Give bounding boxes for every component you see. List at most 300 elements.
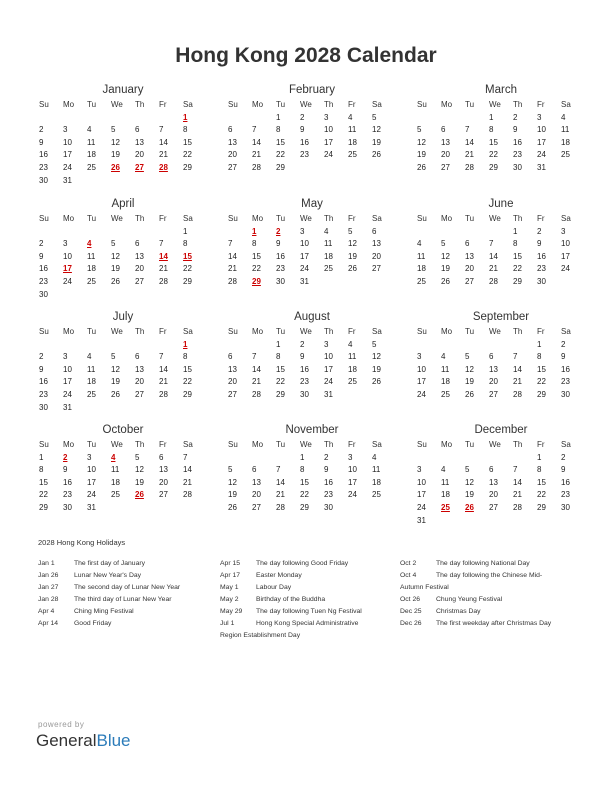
day-cell: 9 [276, 239, 281, 249]
holiday-entry [400, 558, 575, 570]
holiday-day: 1 [183, 112, 188, 122]
day-cell: 28 [489, 276, 498, 286]
empty-cell [251, 452, 275, 465]
weekday-header: Tu [87, 100, 97, 109]
holiday-name: The first day of January [74, 560, 146, 567]
empty-cell [86, 339, 110, 352]
day-cell: 16 [39, 264, 48, 274]
day-cell: 7 [252, 352, 257, 362]
day-cell: 12 [228, 477, 237, 487]
day-cell: 13 [372, 239, 381, 249]
day-cell: 3 [300, 226, 305, 236]
day-cell: 15 [183, 137, 192, 147]
holiday-date: May 2 [220, 596, 239, 603]
day-cell: 2 [39, 352, 44, 362]
day-cell: 2 [561, 339, 566, 349]
day-cell: 28 [513, 502, 522, 512]
holiday-date: Jan 1 [38, 560, 55, 567]
day-cell: 1 [276, 112, 281, 122]
empty-cell [275, 452, 299, 465]
holiday-day: 25 [441, 502, 450, 512]
holiday-entry [400, 606, 575, 618]
day-cell: 14 [252, 137, 261, 147]
day-cell: 5 [465, 465, 470, 475]
day-cell: 1 [537, 452, 542, 462]
month-name: February [288, 84, 336, 96]
day-cell: 19 [111, 264, 120, 274]
day-cell: 13 [228, 364, 237, 374]
day-cell: 27 [489, 389, 498, 399]
day-cell: 26 [417, 162, 426, 172]
day-cell: 25 [324, 264, 333, 274]
holiday-day: 17 [63, 264, 72, 274]
day-cell: 4 [561, 112, 566, 122]
weekday-header: Su [228, 214, 238, 223]
day-cell: 4 [348, 112, 353, 122]
day-cell: 24 [324, 150, 333, 160]
month-name: June [488, 198, 514, 210]
day-cell: 14 [183, 465, 192, 475]
holiday-day: 27 [135, 162, 144, 172]
day-cell: 20 [228, 150, 237, 160]
weekday-header: Sa [561, 327, 571, 336]
holiday-date: May 29 [220, 608, 243, 615]
day-cell: 22 [276, 150, 285, 160]
day-cell: 7 [159, 239, 164, 249]
weekday-header: We [489, 100, 501, 109]
holiday-entry [220, 630, 395, 642]
day-cell: 9 [39, 137, 44, 147]
month-october [38, 423, 208, 515]
day-cell: 24 [417, 502, 426, 512]
empty-cell [488, 226, 512, 239]
day-cell: 21 [252, 150, 261, 160]
holiday-date: Jan 27 [38, 584, 59, 591]
weekday-header: Fr [537, 327, 545, 336]
holiday-name: The day following Tuen Ng Festival [256, 608, 362, 615]
weekday-header: Su [417, 100, 427, 109]
day-cell: 15 [39, 477, 48, 487]
holiday-entry [400, 582, 575, 594]
day-cell: 21 [159, 150, 168, 160]
day-cell: 10 [63, 137, 72, 147]
holiday-date: Apr 15 [220, 560, 241, 567]
holiday-day: 2 [276, 226, 281, 236]
day-cell: 24 [324, 377, 333, 387]
day-cell: 22 [537, 490, 546, 500]
weekday-header: Fr [159, 440, 167, 449]
weekday-header: Tu [87, 327, 97, 336]
weekday-header: Su [39, 440, 49, 449]
day-cell: 11 [324, 239, 333, 249]
weekday-header: Mo [252, 440, 264, 449]
weekday-header: We [111, 100, 123, 109]
holiday-entry [38, 570, 213, 582]
day-cell: 2 [561, 452, 566, 462]
weekday-header: Th [324, 327, 334, 336]
weekday-header: Su [39, 100, 49, 109]
day-cell: 2 [39, 239, 44, 249]
day-cell: 16 [39, 150, 48, 160]
day-cell: 6 [135, 239, 140, 249]
holiday-entry [220, 558, 395, 570]
holiday-day: 2 [63, 452, 68, 462]
weekday-header: Su [39, 214, 49, 223]
day-cell: 25 [87, 162, 96, 172]
day-cell: 11 [87, 364, 96, 374]
day-cell: 8 [276, 125, 281, 135]
day-cell: 28 [183, 490, 192, 500]
day-cell: 7 [489, 239, 494, 249]
weekday-header: Su [417, 440, 427, 449]
empty-cell [488, 339, 512, 352]
day-cell: 19 [135, 477, 144, 487]
weekday-header: Tu [465, 327, 475, 336]
holiday-day: 4 [87, 239, 92, 249]
day-cell: 14 [465, 137, 474, 147]
weekday-header: Su [228, 100, 238, 109]
day-cell: 14 [513, 364, 522, 374]
weekday-header: Fr [537, 214, 545, 223]
holiday-day: 28 [159, 162, 168, 172]
holiday-name: Autumn Festival [400, 584, 449, 591]
day-cell: 22 [537, 377, 546, 387]
day-cell: 24 [63, 276, 72, 286]
holiday-name: The third day of Lunar New Year [74, 596, 172, 603]
day-cell: 29 [300, 502, 309, 512]
month-name: December [474, 424, 528, 436]
day-cell: 1 [489, 112, 494, 122]
holiday-date: Jan 28 [38, 596, 59, 603]
day-cell: 14 [252, 364, 261, 374]
day-cell: 10 [537, 125, 546, 135]
holiday-date: Jan 26 [38, 572, 59, 579]
day-cell: 7 [465, 125, 470, 135]
holiday-name: Chung Yeung Festival [436, 596, 503, 603]
holiday-entry [220, 618, 395, 630]
day-cell: 15 [276, 364, 285, 374]
day-cell: 29 [537, 502, 546, 512]
holiday-date: Dec 26 [400, 620, 422, 627]
holiday-entry [38, 558, 213, 570]
empty-cell [251, 112, 275, 125]
day-cell: 6 [465, 239, 470, 249]
month-name: September [472, 311, 530, 323]
empty-cell [134, 226, 158, 239]
day-cell: 21 [489, 264, 498, 274]
day-cell: 29 [537, 389, 546, 399]
day-cell: 30 [561, 389, 570, 399]
day-cell: 10 [324, 125, 333, 135]
month-name: November [285, 424, 339, 436]
day-cell: 2 [537, 226, 542, 236]
day-cell: 26 [111, 389, 120, 399]
day-cell: 20 [135, 377, 144, 387]
month-january [38, 83, 208, 187]
empty-cell [110, 339, 134, 352]
weekday-header: Su [417, 327, 427, 336]
day-cell: 10 [348, 465, 357, 475]
month-grid [416, 213, 586, 289]
month-name: August [294, 311, 330, 323]
day-cell: 2 [300, 339, 305, 349]
day-cell: 26 [465, 389, 474, 399]
day-cell: 20 [372, 251, 381, 261]
holiday-day: 15 [183, 251, 192, 261]
day-cell: 23 [39, 162, 48, 172]
day-cell: 3 [63, 352, 68, 362]
day-cell: 9 [561, 465, 566, 475]
day-cell: 1 [39, 452, 44, 462]
day-cell: 22 [489, 150, 498, 160]
day-cell: 16 [324, 477, 333, 487]
day-cell: 15 [537, 477, 546, 487]
day-cell: 17 [561, 251, 570, 261]
empty-cell [110, 112, 134, 125]
weekday-header: Fr [348, 440, 356, 449]
day-cell: 31 [63, 175, 72, 185]
holiday-entry [220, 594, 395, 606]
day-cell: 18 [372, 477, 381, 487]
day-cell: 2 [39, 125, 44, 135]
day-cell: 8 [276, 352, 281, 362]
day-cell: 27 [441, 162, 450, 172]
weekday-header: Mo [63, 100, 75, 109]
weekday-header: Su [39, 327, 49, 336]
holiday-entry [400, 618, 575, 630]
day-cell: 5 [372, 112, 377, 122]
day-cell: 22 [183, 264, 192, 274]
day-cell: 26 [111, 276, 120, 286]
day-cell: 5 [441, 239, 446, 249]
generalblue-logo[interactable] [36, 731, 131, 751]
day-cell: 17 [300, 251, 309, 261]
day-cell: 5 [111, 125, 116, 135]
empty-cell [251, 339, 275, 352]
empty-cell [110, 226, 134, 239]
weekday-header: Fr [348, 100, 356, 109]
day-cell: 23 [39, 389, 48, 399]
day-cell: 3 [63, 125, 68, 135]
day-cell: 14 [159, 137, 168, 147]
day-cell: 21 [159, 264, 168, 274]
day-cell: 18 [561, 137, 570, 147]
day-cell: 30 [537, 276, 546, 286]
day-cell: 20 [135, 150, 144, 160]
day-cell: 7 [228, 239, 233, 249]
weekday-header: Th [324, 100, 334, 109]
weekday-header: We [300, 100, 312, 109]
day-cell: 31 [324, 389, 333, 399]
day-cell: 3 [324, 112, 329, 122]
weekday-header: Su [228, 440, 238, 449]
day-cell: 20 [135, 264, 144, 274]
logo-blue: Blue [96, 731, 131, 750]
day-cell: 29 [489, 162, 498, 172]
weekday-header: Su [417, 214, 427, 223]
weekday-header: We [489, 440, 501, 449]
day-cell: 9 [63, 465, 68, 475]
holiday-entry [38, 594, 213, 606]
day-cell: 22 [183, 377, 192, 387]
day-cell: 29 [183, 162, 192, 172]
day-cell: 12 [348, 239, 357, 249]
weekday-header: Fr [537, 100, 545, 109]
empty-cell [440, 452, 464, 465]
day-cell: 24 [63, 162, 72, 172]
day-cell: 14 [489, 251, 498, 261]
day-cell: 26 [441, 276, 450, 286]
holiday-name: Birthday of the Buddha [256, 596, 326, 603]
day-cell: 24 [417, 389, 426, 399]
holiday-entry [220, 582, 395, 594]
day-cell: 16 [300, 364, 309, 374]
month-november [227, 423, 397, 515]
day-cell: 12 [417, 137, 426, 147]
holiday-name: The first weekday after Christmas Day [436, 620, 552, 627]
day-cell: 19 [228, 490, 237, 500]
empty-cell [134, 112, 158, 125]
day-cell: 19 [372, 364, 381, 374]
day-cell: 10 [63, 251, 72, 261]
day-cell: 11 [417, 251, 426, 261]
weekday-header: Th [513, 100, 523, 109]
day-cell: 30 [39, 289, 48, 299]
day-cell: 26 [228, 502, 237, 512]
holiday-entry [220, 606, 395, 618]
day-cell: 13 [135, 364, 144, 374]
empty-cell [488, 452, 512, 465]
empty-cell [158, 112, 182, 125]
day-cell: 14 [159, 364, 168, 374]
day-cell: 24 [87, 490, 96, 500]
day-cell: 9 [324, 465, 329, 475]
day-cell: 12 [111, 137, 120, 147]
day-cell: 11 [348, 352, 357, 362]
day-cell: 23 [561, 490, 570, 500]
day-cell: 10 [63, 364, 72, 374]
day-cell: 13 [489, 364, 498, 374]
empty-cell [227, 339, 251, 352]
weekday-header: Sa [372, 214, 382, 223]
day-cell: 8 [537, 465, 542, 475]
empty-cell [227, 112, 251, 125]
day-cell: 8 [537, 352, 542, 362]
weekday-header: Fr [537, 440, 545, 449]
day-cell: 25 [441, 389, 450, 399]
day-cell: 5 [417, 125, 422, 135]
month-april [38, 197, 208, 301]
day-cell: 11 [561, 125, 570, 135]
day-cell: 3 [417, 352, 422, 362]
day-cell: 3 [417, 465, 422, 475]
day-cell: 11 [111, 465, 120, 475]
month-grid [38, 439, 208, 515]
day-cell: 9 [537, 239, 542, 249]
day-cell: 15 [183, 364, 192, 374]
weekday-header: Tu [276, 100, 286, 109]
day-cell: 30 [324, 502, 333, 512]
weekday-header: Tu [276, 440, 286, 449]
empty-cell [38, 112, 62, 125]
day-cell: 29 [513, 276, 522, 286]
day-cell: 6 [252, 465, 257, 475]
day-cell: 10 [417, 364, 426, 374]
empty-cell [464, 452, 488, 465]
weekday-header: We [489, 214, 501, 223]
day-cell: 4 [441, 352, 446, 362]
weekday-header: We [111, 327, 123, 336]
day-cell: 19 [465, 490, 474, 500]
month-grid [416, 439, 586, 527]
day-cell: 4 [348, 339, 353, 349]
day-cell: 28 [228, 276, 237, 286]
day-cell: 15 [489, 137, 498, 147]
day-cell: 16 [276, 251, 285, 261]
empty-cell [416, 226, 440, 239]
day-cell: 9 [300, 352, 305, 362]
holiday-name: Ching Ming Festival [74, 608, 134, 615]
day-cell: 29 [183, 389, 192, 399]
day-cell: 25 [561, 150, 570, 160]
day-cell: 15 [252, 251, 261, 261]
empty-cell [227, 452, 251, 465]
empty-cell [512, 339, 536, 352]
holiday-day: 26 [135, 490, 144, 500]
powered-by-text: powered by [38, 720, 85, 729]
holiday-date: May 1 [220, 584, 239, 591]
day-cell: 3 [324, 339, 329, 349]
month-grid [416, 99, 586, 175]
day-cell: 19 [372, 137, 381, 147]
weekday-header: Tu [465, 440, 475, 449]
day-cell: 6 [135, 352, 140, 362]
day-cell: 7 [159, 352, 164, 362]
weekday-header: Mo [63, 214, 75, 223]
day-cell: 20 [489, 490, 498, 500]
day-cell: 25 [348, 377, 357, 387]
day-cell: 15 [513, 251, 522, 261]
day-cell: 13 [228, 137, 237, 147]
day-cell: 2 [324, 452, 329, 462]
month-december [416, 423, 586, 527]
weekday-header: Fr [348, 214, 356, 223]
weekday-header: Sa [561, 100, 571, 109]
weekday-header: Tu [276, 214, 286, 223]
weekday-header: Su [228, 327, 238, 336]
weekday-header: Th [513, 440, 523, 449]
day-cell: 19 [417, 150, 426, 160]
day-cell: 13 [159, 465, 168, 475]
month-name: May [301, 198, 323, 210]
day-cell: 18 [348, 364, 357, 374]
day-cell: 13 [465, 251, 474, 261]
holiday-name: The day following National Day [436, 560, 530, 567]
empty-cell [134, 339, 158, 352]
empty-cell [440, 112, 464, 125]
day-cell: 3 [63, 239, 68, 249]
day-cell: 18 [348, 137, 357, 147]
weekday-header: Th [324, 440, 334, 449]
month-may [227, 197, 397, 289]
day-cell: 6 [228, 125, 233, 135]
day-cell: 17 [348, 477, 357, 487]
month-name: January [102, 84, 144, 96]
weekday-header: Fr [159, 100, 167, 109]
holiday-day: 1 [183, 339, 188, 349]
weekday-header: Mo [441, 214, 453, 223]
day-cell: 11 [87, 137, 96, 147]
